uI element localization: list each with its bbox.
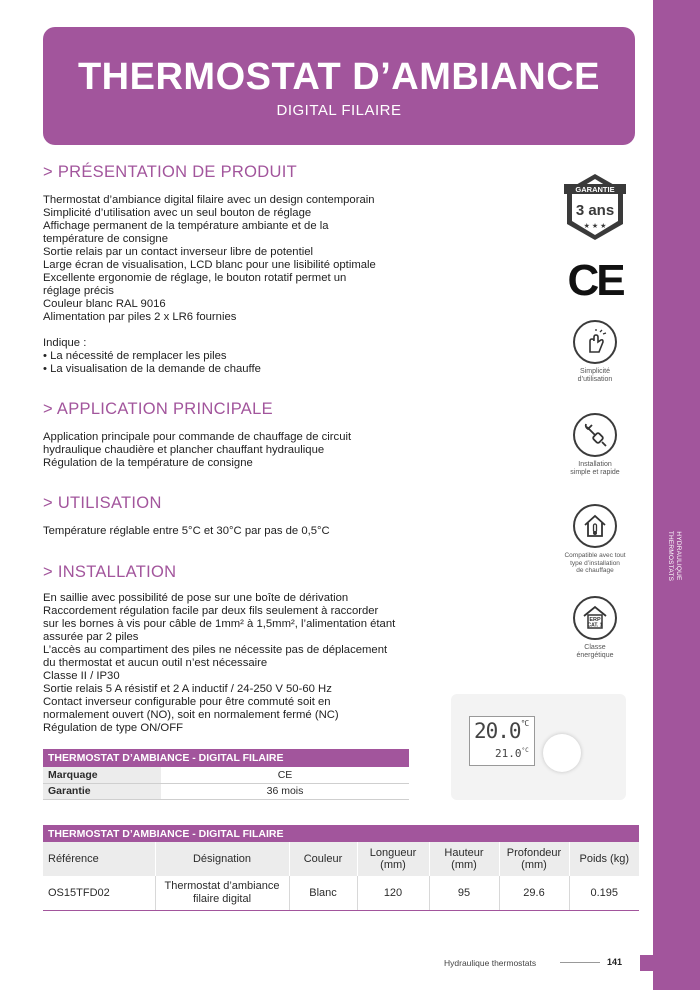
spec-table	[43, 749, 409, 800]
side-color-bar	[653, 0, 700, 990]
spec-table-caption: THERMOSTAT D’AMBIANCE - DIGITAL FILAIRE	[43, 749, 409, 767]
footer-tab	[640, 955, 653, 971]
section-title-installation: > INSTALLATION	[43, 563, 177, 581]
installation-text: En saillie avec possibilité de pose sur une boîte de dérivation Raccordement régulation facile par deux fils seulement à raccorder sur les bornes à vis pour câble de 1mm² à 1,5mm², l’alimentation étant assurée par 2 piles L’accès au compartiment des piles ne nécessite pas de déplacement du thermostat et aucun outil n’est nécessaire Classe II / IP30 Sortie relais 5 A résistif et 2 A inductif / 24-250 V 50-60 Hz Contact inverseur configurable pour être commuté soit en normalement ouvert (NO), soit en normalement fermé (NC) Régulation de type ON/OFF	[43, 592, 396, 734]
rotary-knob	[543, 734, 581, 772]
footer-section-name: Hydraulique thermostats	[444, 958, 537, 968]
ce-mark: CE	[567, 256, 623, 305]
plug-wrench-icon	[573, 413, 617, 457]
svg-text:CAT. 1: CAT. 1	[587, 622, 603, 629]
reference-table	[43, 825, 639, 911]
svg-text:★ ★ ★: ★ ★ ★	[583, 223, 607, 230]
page-number: 141	[607, 957, 623, 967]
erp-badge: ERP CAT. 1 Classe énergétique	[560, 596, 630, 660]
reference-table-caption: THERMOSTAT D’AMBIANCE - DIGITAL FILAIRE	[43, 825, 639, 842]
warranty-seal-icon	[560, 172, 630, 242]
page-subtitle: DIGITAL FILAIRE	[276, 102, 402, 119]
compatibility-badge: Compatible avec tout type d’installation de chauffage	[560, 504, 630, 575]
page-title: THERMOSTAT D’AMBIANCE	[77, 56, 601, 98]
installation-badge: Installation simple et rapide	[560, 413, 630, 477]
product-image	[451, 694, 626, 800]
svg-text:ERP: ERP	[589, 617, 601, 623]
svg-text:3 ans: 3 ans	[575, 202, 615, 219]
svg-text:GARANTIE: GARANTIE	[575, 185, 615, 194]
utilisation-text: Température réglable entre 5°C et 30°C par pas de 0,5°C	[43, 525, 330, 537]
title-banner	[43, 27, 635, 145]
section-title-application: > APPLICATION PRINCIPALE	[43, 400, 273, 418]
warranty-badge	[560, 172, 630, 247]
footer-divider	[560, 962, 600, 963]
section-title-utilisation: > UTILISATION	[43, 494, 162, 512]
section-title-presentation: > PRÉSENTATION DE PRODUIT	[43, 163, 297, 181]
table-row: Marquage CE	[43, 767, 409, 783]
application-text: Application principale pour commande de chauffage de circuit hydraulique chaudière et plancher chauffant hydraulique Régulation de la température de consigne	[43, 431, 352, 469]
hand-touch-icon	[573, 320, 617, 364]
simplicity-badge: Simplicité d’utilisation	[560, 320, 630, 384]
lcd-screen: $20.0^{^\circ C}$ $21.0^{^\circ C}$	[469, 716, 535, 766]
table-row: Garantie 36 mois	[43, 783, 409, 799]
house-thermometer-icon	[573, 504, 617, 548]
erp-house-icon	[573, 596, 617, 640]
table-row: OS15TFD02 Thermostat d’ambiance filaire digital Blanc 120 95 29.6 0.195	[43, 876, 639, 910]
presentation-text: Thermostat d’ambiance digital filaire avec un design contemporain Simplicité d’utilisation avec un seul bouton de réglage Affichage permanent de la température ambiante et de la température de consigne Sortie relais par un contact inverseur libre de potentiel Large écran de visualisation, LCD blanc pour une lisibilité optimale Excellente ergonomie de réglage, le bouton rotatif permet un réglage précis Couleur blanc RAL 9016 Alimentation par piles 2 x LR6 fournies Indique : • La nécessité de remplacer les piles • La visualisation de la demande de chauffe	[43, 194, 376, 375]
side-category-label: HYDRAULIQUE THERMOSTATS	[667, 530, 682, 582]
table-header-row: Référence Désignation Couleur Longueur (mm) Hauteur (mm) Profondeur (mm) Poids (kg)	[43, 842, 639, 876]
